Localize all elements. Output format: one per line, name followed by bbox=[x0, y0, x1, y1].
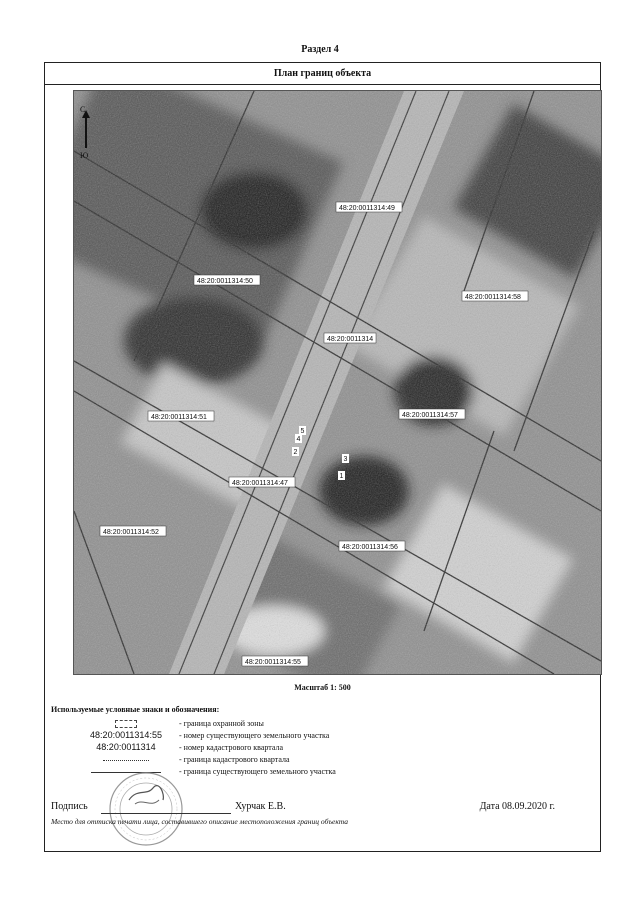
parcel-label-58 bbox=[462, 291, 528, 301]
svg-text:48:20:0011314: 48:20:0011314 bbox=[327, 336, 374, 343]
dashed-rect-icon bbox=[71, 718, 181, 730]
map-canvas bbox=[74, 91, 601, 674]
point-1 bbox=[338, 471, 345, 480]
signer-name: Хурчак Е.В. bbox=[235, 801, 286, 812]
svg-text:48:20:0011314:52: 48:20:0011314:52 bbox=[103, 529, 159, 536]
legend-item-zone-boundary: - граница охранной зоны bbox=[51, 718, 591, 730]
svg-text:5: 5 bbox=[300, 428, 305, 435]
svg-text:1: 1 bbox=[339, 473, 344, 480]
parcel-label-47 bbox=[229, 477, 295, 487]
parcel-label-50 bbox=[194, 275, 260, 285]
parcel-label-55 bbox=[242, 656, 308, 666]
map-scale: Масштаб 1: 500 bbox=[294, 683, 351, 692]
point-2 bbox=[292, 447, 299, 456]
north-label: С bbox=[80, 105, 86, 114]
signature-line bbox=[51, 801, 591, 817]
svg-text:48:20:0011314:51: 48:20:0011314:51 bbox=[151, 414, 207, 421]
parcel-label-49 bbox=[336, 202, 402, 212]
svg-text:48:20:0011314:50: 48:20:0011314:50 bbox=[197, 278, 253, 285]
svg-text:48:20:0011314:57: 48:20:0011314:57 bbox=[402, 412, 458, 419]
parcel-label-51 bbox=[148, 411, 214, 421]
legend-item-quarter-number: 48:20:0011314 - номер кадастрового квартала bbox=[96, 742, 284, 752]
stamp-note: Место для оттиска печати лица, составившего описание местоположения границ объекта bbox=[51, 817, 349, 826]
aerial-map[interactable] bbox=[73, 90, 602, 675]
north-arrow bbox=[79, 105, 95, 161]
svg-text:48:20:0011314:58: 48:20:0011314:58 bbox=[465, 294, 521, 301]
svg-text:2: 2 bbox=[293, 449, 298, 456]
section-title: Раздел 4 bbox=[301, 44, 339, 55]
signature-label: Подпись bbox=[51, 801, 88, 812]
plan-frame bbox=[44, 62, 601, 852]
legend-item-quarter-boundary: - граница кадастрового квартала bbox=[51, 754, 591, 766]
point-3 bbox=[342, 454, 349, 463]
svg-text:48:20:0011314:55: 48:20:0011314:55 bbox=[245, 659, 301, 666]
parcel-label-56 bbox=[339, 541, 405, 551]
point-5 bbox=[299, 426, 306, 435]
plan-header: План границ объекта bbox=[45, 63, 600, 85]
legend-item-parcel-number: 48:20:0011314:55 - номер существующего земельного участка bbox=[90, 730, 330, 740]
parcel-label-quarter bbox=[324, 333, 376, 343]
svg-text:48:20:0011314:56: 48:20:0011314:56 bbox=[342, 544, 398, 551]
svg-text:48:20:0011314:49: 48:20:0011314:49 bbox=[339, 205, 395, 212]
point-4 bbox=[295, 434, 302, 443]
svg-text:3: 3 bbox=[343, 456, 348, 463]
dotted-line-icon bbox=[71, 754, 181, 766]
parcel-label-52 bbox=[100, 526, 166, 536]
parcel-label-57 bbox=[399, 409, 465, 419]
legend-title: Используемые условные знаки и обозначения: bbox=[51, 705, 220, 714]
signature-date: Дата 08.09.2020 г. bbox=[479, 801, 555, 812]
legend-item-parcel-boundary: - граница существующего земельного участка bbox=[51, 766, 591, 778]
svg-text:4: 4 bbox=[296, 436, 301, 443]
svg-text:48:20:0011314:47: 48:20:0011314:47 bbox=[232, 480, 288, 487]
south-label: Ю bbox=[80, 151, 89, 160]
